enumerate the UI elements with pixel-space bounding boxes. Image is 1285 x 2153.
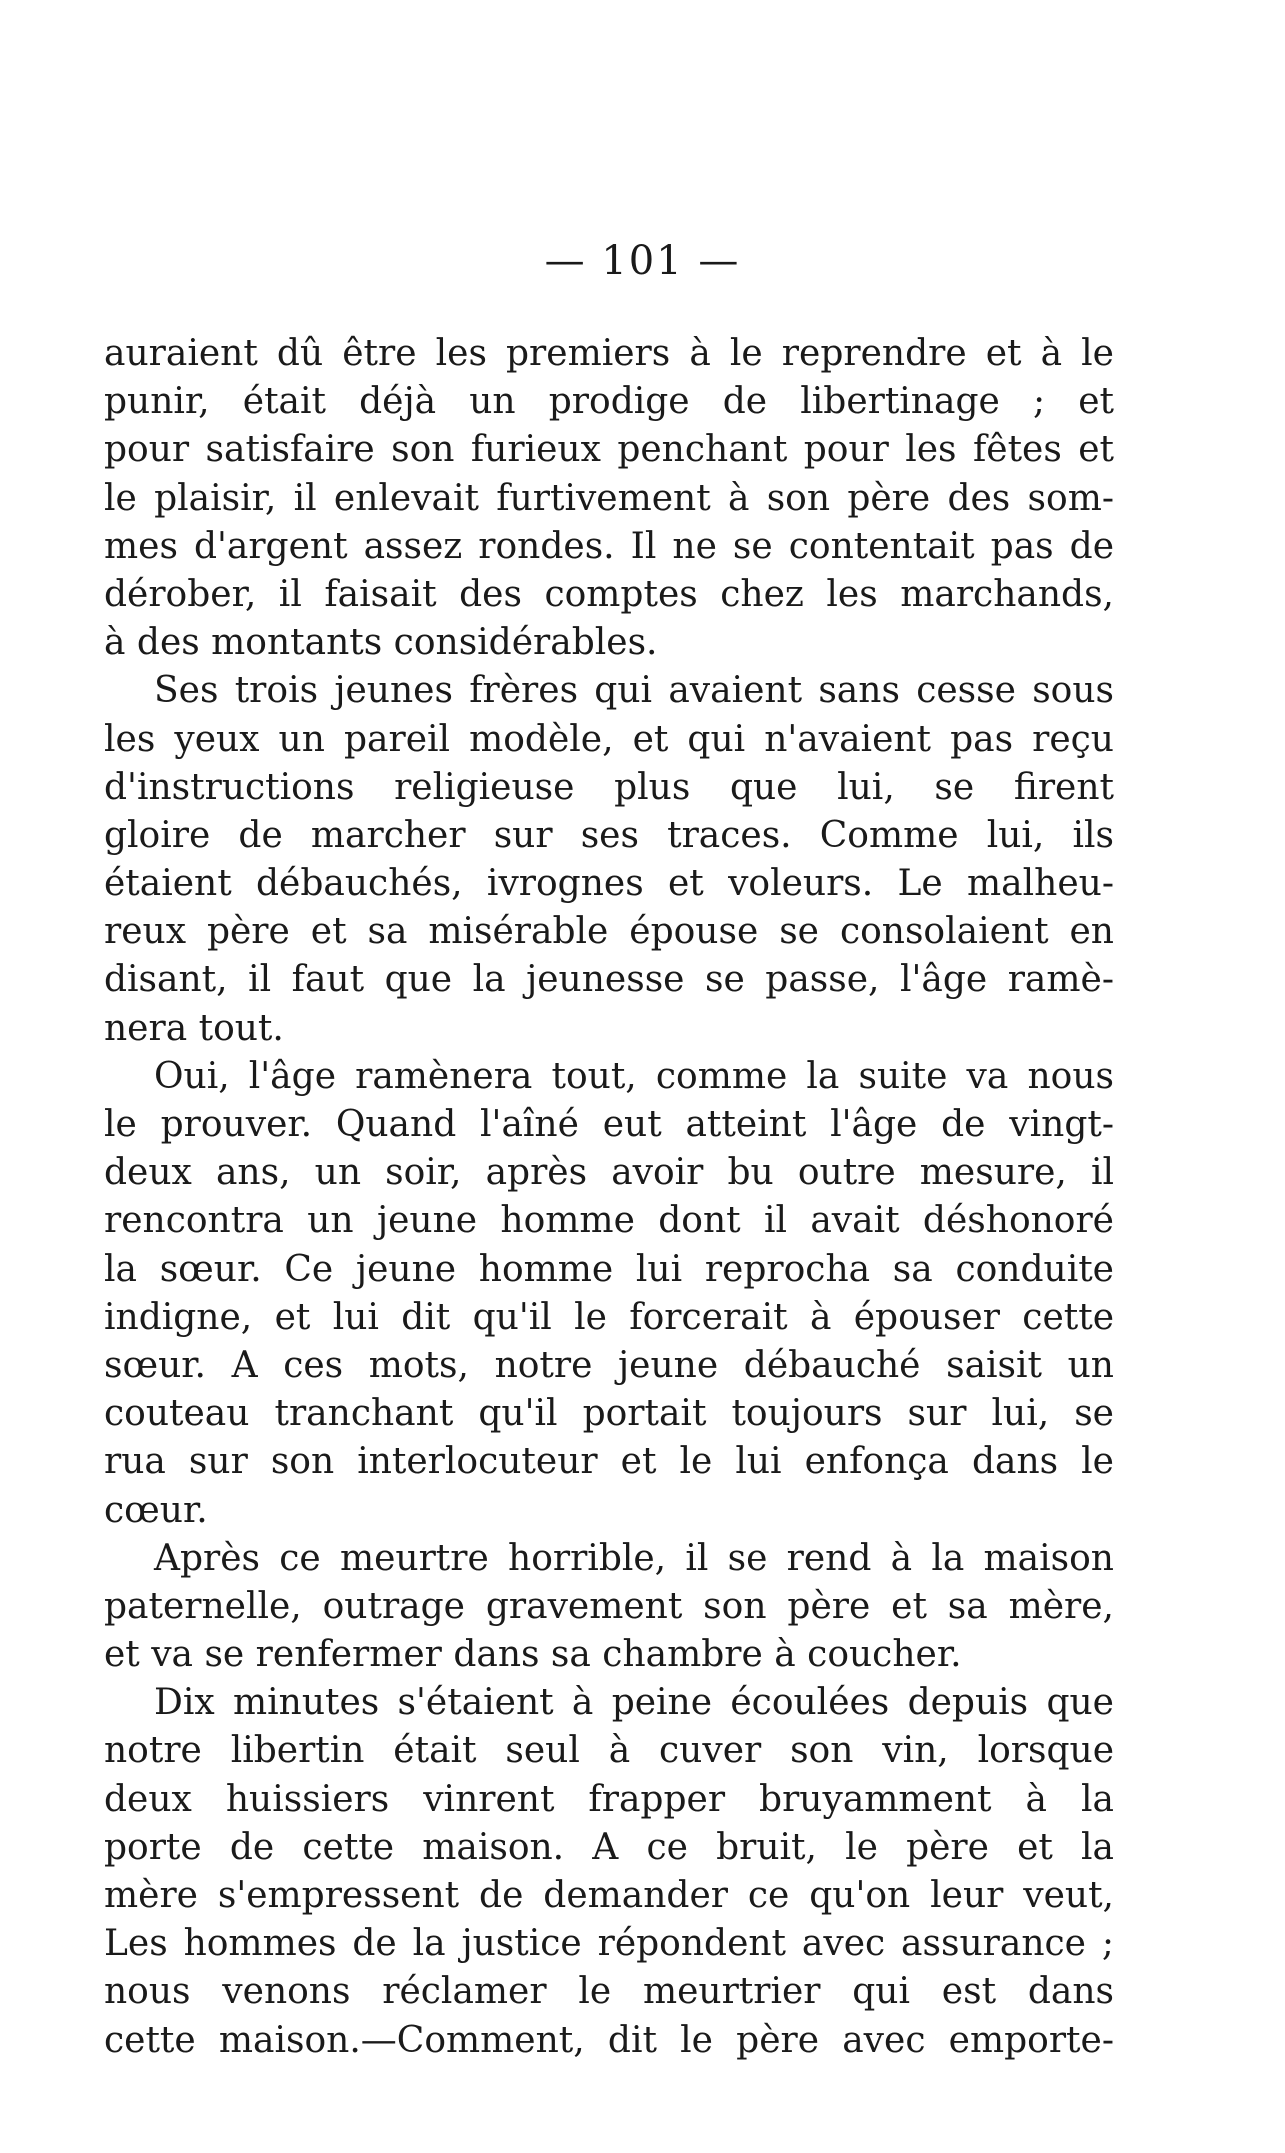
text-line: nera tout. xyxy=(104,1007,284,1049)
text-line: et va se renfermer dans sa chambre à coucher. xyxy=(104,1634,962,1676)
text-line: punir, était déjà un prodige de libertinage ; et xyxy=(104,381,1114,423)
text-line: Ses trois jeunes frères qui avaient sans cesse sous xyxy=(154,670,1114,712)
text-line: dérober, il faisait des comptes chez les marchands, xyxy=(104,573,1114,615)
text-line: disant, il faut que la jeunesse se passe, l'âge ramè- xyxy=(104,959,1114,1001)
text-line: reux père et sa misérable épouse se consolaient en xyxy=(104,911,1114,953)
text-line: d'instructions religieuse plus que lui, se firent xyxy=(104,766,1114,808)
text-line: Dix minutes s'étaient à peine écoulées depuis que xyxy=(154,1682,1114,1724)
text-line: deux huissiers vinrent frapper bruyamment à la xyxy=(104,1778,1114,1820)
text-line: porte de cette maison. A ce bruit, le père et la xyxy=(104,1826,1114,1868)
text-line: nous venons réclamer le meurtrier qui est dans xyxy=(104,1971,1114,2013)
text-line: Oui, l'âge ramènera tout, comme la suite va nous xyxy=(154,1055,1114,1097)
text-line: notre libertin était seul à cuver son vin, lorsque xyxy=(104,1730,1114,1772)
text-line: gloire de marcher sur ses traces. Comme lui, ils xyxy=(104,814,1114,856)
page-number: — 101 — xyxy=(544,238,741,284)
text-line: cette maison.—Comment, dit le père avec emporte- xyxy=(104,2019,1114,2061)
text-line: la sœur. Ce jeune homme lui reprocha sa conduite xyxy=(104,1248,1114,1290)
text-line: à des montants considérables. xyxy=(104,622,658,664)
text-line: mère s'empressent de demander ce qu'on leur veut, xyxy=(104,1875,1114,1916)
text-line: rua sur son interlocuteur et le lui enfonça dans le xyxy=(104,1441,1114,1483)
text-line: le plaisir, il enlevait furtivement à son père des som- xyxy=(104,477,1114,519)
text-line: sœur. A ces mots, notre jeune débauché saisit un xyxy=(104,1344,1114,1386)
text-line: étaient débauchés, ivrognes et voleurs. Le malheu- xyxy=(104,863,1114,905)
text-line: deux ans, un soir, après avoir bu outre mesure, il xyxy=(104,1152,1114,1194)
text-line: paternelle, outrage gravement son père et sa mère, xyxy=(104,1585,1114,1627)
text-line: Après ce meurtre horrible, il se rend à la maison xyxy=(154,1537,1114,1579)
text-line: rencontra un jeune homme dont il avait déshonoré xyxy=(104,1200,1114,1242)
text-line: Les hommes de la justice répondent avec assurance ; xyxy=(104,1923,1114,1965)
text-line: mes d'argent assez rondes. Il ne se contentait pas de xyxy=(104,525,1114,567)
text-line: indigne, et lui dit qu'il le forcerait à épouser cette xyxy=(104,1296,1114,1338)
text-line: pour satisfaire son furieux penchant pour les fêtes et xyxy=(104,429,1114,471)
text-line: couteau tranchant qu'il portait toujours sur lui, se xyxy=(104,1393,1114,1435)
text-line: cœur. xyxy=(104,1489,208,1531)
text-line: le prouver. Quand l'aîné eut atteint l'âge de vingt- xyxy=(104,1104,1114,1145)
text-line: auraient dû être les premiers à le reprendre et à le xyxy=(104,333,1114,374)
body-text xyxy=(104,330,1114,2065)
text-line: les yeux un pareil modèle, et qui n'avaient pas reçu xyxy=(104,718,1114,760)
